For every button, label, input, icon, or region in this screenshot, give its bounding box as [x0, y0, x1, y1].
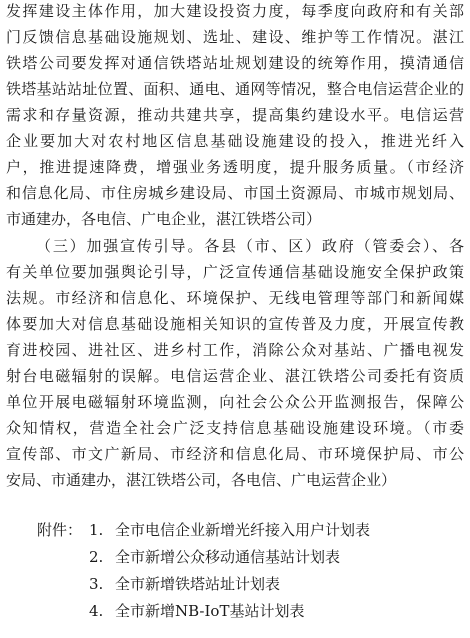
- attachment-item: [89, 601, 304, 621]
- text-line: 有关单位要加强舆论引导，广泛宣传通信基础设施安全保护政策: [6, 263, 464, 281]
- attachment-item: [89, 520, 370, 540]
- text-line: 门反馈信息基础设施规划、选址、建设、维护等工作情况。湛江: [6, 28, 464, 46]
- text-line: 发挥建设主体作用，加大建设投资力度，每季度向政府和有关部: [6, 2, 464, 20]
- attachment-number: 2.: [89, 548, 104, 566]
- text-line: 射台电磁辐射的误解。电信运营企业、湛江铁塔公司委托有资质: [6, 367, 464, 385]
- attachment-title: 全市电信企业新增光纤接入用户计划表: [115, 521, 371, 539]
- text-line: （三）加强宣传引导。各县（市、区）政府（管委会）、各: [36, 237, 464, 255]
- attachment-item: [89, 574, 280, 594]
- text-line: 体要加大对信息基础设施相关知识的宣传普及力度，开展宣传教: [6, 315, 464, 333]
- attachment-title: 全市新增公众移动通信基站计划表: [115, 548, 341, 566]
- text-line: 户，推进提速降费，增强业务透明度，提升服务质量。（市经济: [6, 158, 464, 176]
- attachment-item: [89, 547, 340, 567]
- text-line: 需求和存量资源，推动共建共享，提高集约建设水平。电信运营: [6, 106, 464, 124]
- text-line: 企业要加大对农村地区信息基础设施建设的投入，推进光纤入: [6, 132, 464, 150]
- text-line: 单位开展电磁辐射环境监测，向社会公众公开监测报告，保障公: [6, 393, 464, 411]
- text-line: 育进校园、进社区、进乡村工作，消除公众对基站、广播电视发: [6, 341, 464, 359]
- text-line: 法规。市经济和信息化、环境保护、无线电管理等部门和新闻媒: [6, 289, 464, 307]
- text-line: 众知情权，营造全社会广泛支持信息基础设施建设环境。（市委: [6, 419, 464, 437]
- attachment-number: 1.: [89, 521, 104, 539]
- text-line: 宣传部、市文广新局、市经济和信息化局、市环境保护局、市公: [6, 445, 464, 463]
- attachment-title: 全市新增铁塔站址计划表: [115, 575, 281, 593]
- attachment-number: 3.: [89, 575, 104, 593]
- text-line: 安局、市通建办，湛江铁塔公司，各电信、广电运营企业）: [6, 471, 397, 489]
- text-line: 市通建办，各电信、广电企业，湛江铁塔公司）: [6, 210, 322, 228]
- attachment-number: 4.: [89, 602, 104, 620]
- attachment-title: 全市新增NB-IoT基站计划表: [115, 602, 305, 620]
- text-line: 铁塔公司要发挥对通信铁塔站址规划建设的统筹作用，摸清通信: [6, 54, 464, 72]
- text-line: 铁塔基站站址位置、面积、通电、通网等情况，整合电信运营企业的: [6, 80, 464, 98]
- attachments-label: 附件：: [37, 521, 83, 539]
- text-line: 和信息化局、市住房城乡建设局、市国土资源局、市城市规划局、: [6, 184, 464, 202]
